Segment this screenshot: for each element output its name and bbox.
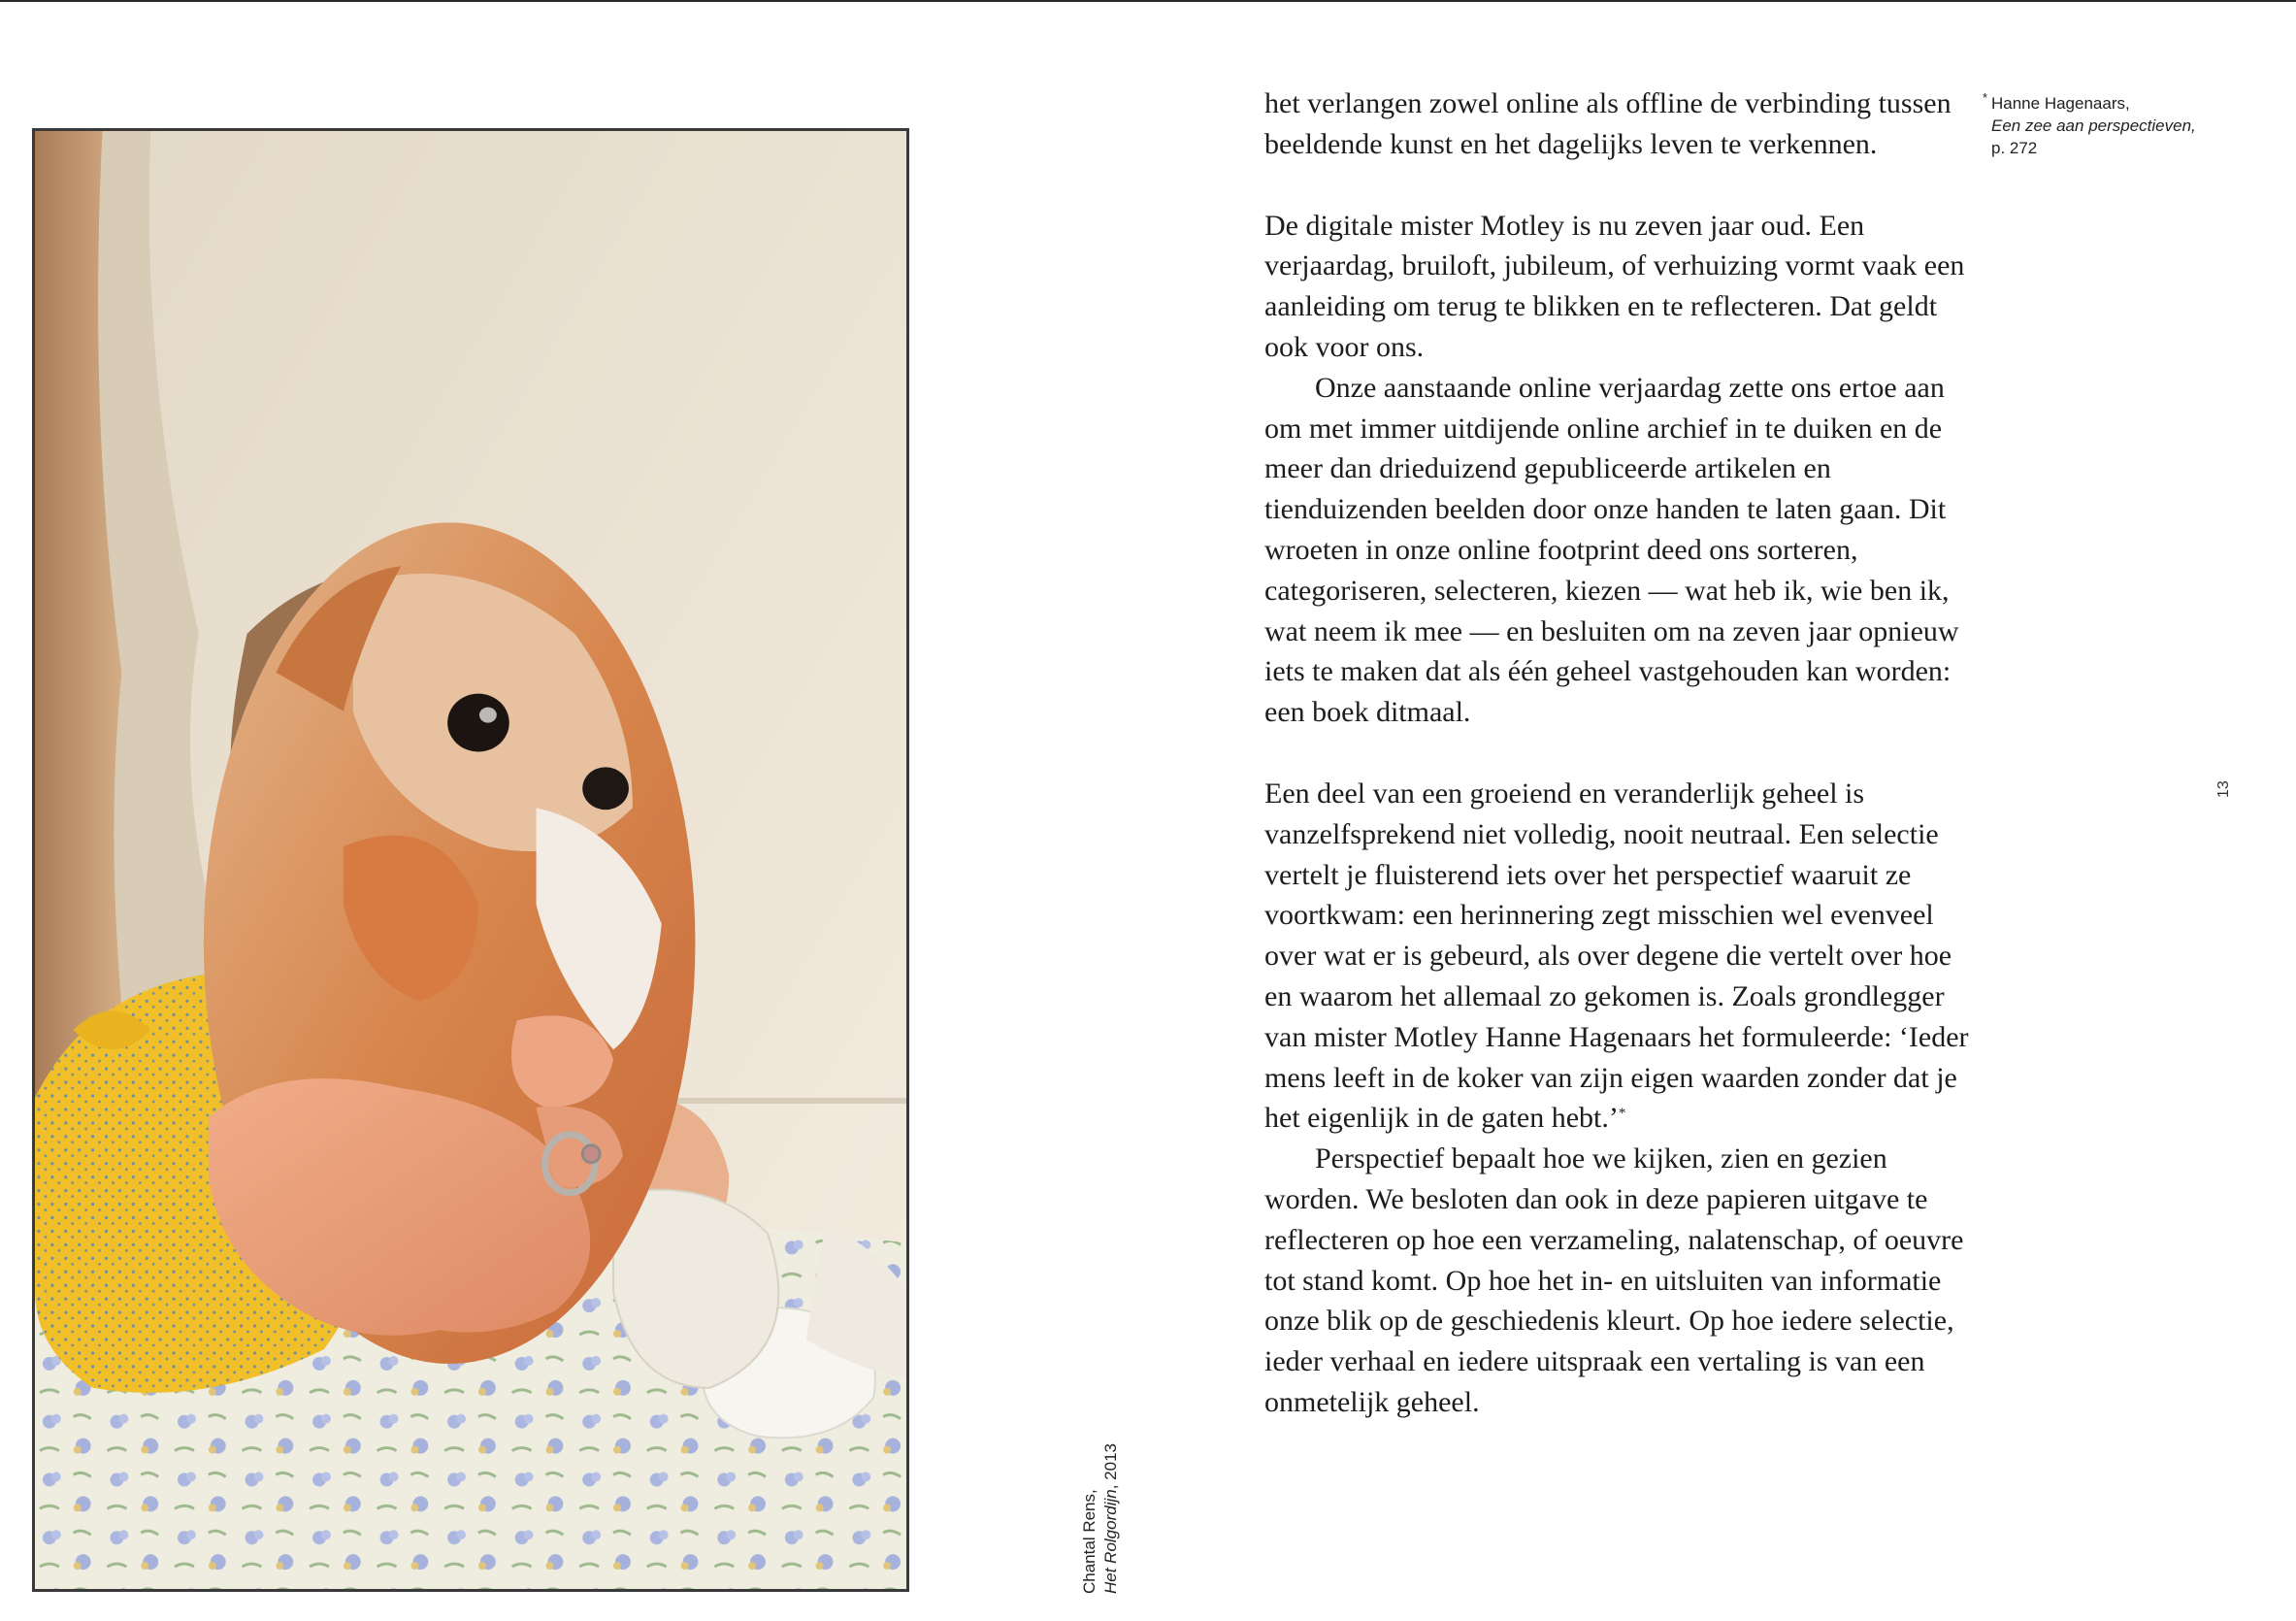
collage-photo xyxy=(32,128,909,1592)
caption-work-title: Het Rolgordijn xyxy=(1101,1489,1120,1594)
footnote xyxy=(1983,90,2234,159)
footnote-title: Een zee aan perspectieven, xyxy=(1991,116,2196,135)
paragraph-4 xyxy=(1264,774,1983,1139)
spread-top-rule xyxy=(0,0,2296,2)
paragraph-2: De digitale mister Motley is nu zeven jaar oud. Een verjaardag, bruiloft, jubileum, of verhuizing vormt vaak een aanleiding om terug te blikken en te reflecteren. Dat geldt ook voor ons. xyxy=(1264,209,1965,363)
page-number: 13 xyxy=(2215,780,2232,798)
footnote-page: p. 272 xyxy=(1991,139,2038,157)
paragraph-1: het verlangen zowel online als offline de verbinding tussen beeldende kunst en het dagelijks leven te verkennen. xyxy=(1264,87,1952,160)
paragraph-4-text: Een deel van een groeiend en veranderlijk geheel is vanzelfsprekend niet volledig, nooit neutraal. Een selectie vertelt je fluisterend iets over het perspectief waaruit ze voortkwam: een herinnering zegt misschien wel evenveel over wat er is gebeurd, als over degene die vertelt over hoe en waarom het allemaal zo gekomen is. Zoals grondlegger van mister Motley Hanne Hagenaars het formuleerde: ‘Ieder mens leeft in de koker van zijn eigen waarden zonder dat je het eigenlijk in de gaten hebt.’ xyxy=(1264,777,1969,1135)
photo-caption xyxy=(1079,1443,1122,1594)
paragraph-5: Perspectief bepaalt hoe we kijken, zien en gezien worden. We besloten dan ook in deze papieren uitgave te reflecteren op hoe een verzameling, nalatenschap, of oeuvre tot stand komt. Op hoe het in- en uitsluiten van informatie onze blik op de geschiedenis kleurt. Op hoe iedere selectie, ieder verhaal en iedere uitspraak een vertaling is van een onmetelijk geheel. xyxy=(1264,1142,1964,1418)
caption-year: , 2013 xyxy=(1101,1443,1120,1490)
body-text xyxy=(1264,83,1983,1423)
paragraph-3: Onze aanstaande online verjaardag zette ons ertoe aan om met immer uitdijende online archief in te duiken en de meer dan drieduizend gepubliceerde artikelen en tienduizenden beelden door onze handen te laten gaan. Dit wroeten in onze online footprint deed ons sorteren, categoriseren, selecteren, kiezen — wat heb ik, wie ben ik, wat neem ik mee — en besluiten om na zeven jaar opnieuw iets te maken dat als één geheel vastgehouden kan worden: een boek ditmaal. xyxy=(1264,371,1959,729)
footnote-author: Hanne Hagenaars, xyxy=(1991,94,2130,113)
collage-photo-icon xyxy=(35,131,906,1589)
footnote-mark: * xyxy=(1983,90,1988,105)
caption-work-line xyxy=(1100,1443,1122,1594)
footnote-reference[interactable]: * xyxy=(1618,1106,1626,1122)
caption-artist: Chantal Rens, xyxy=(1080,1489,1099,1594)
